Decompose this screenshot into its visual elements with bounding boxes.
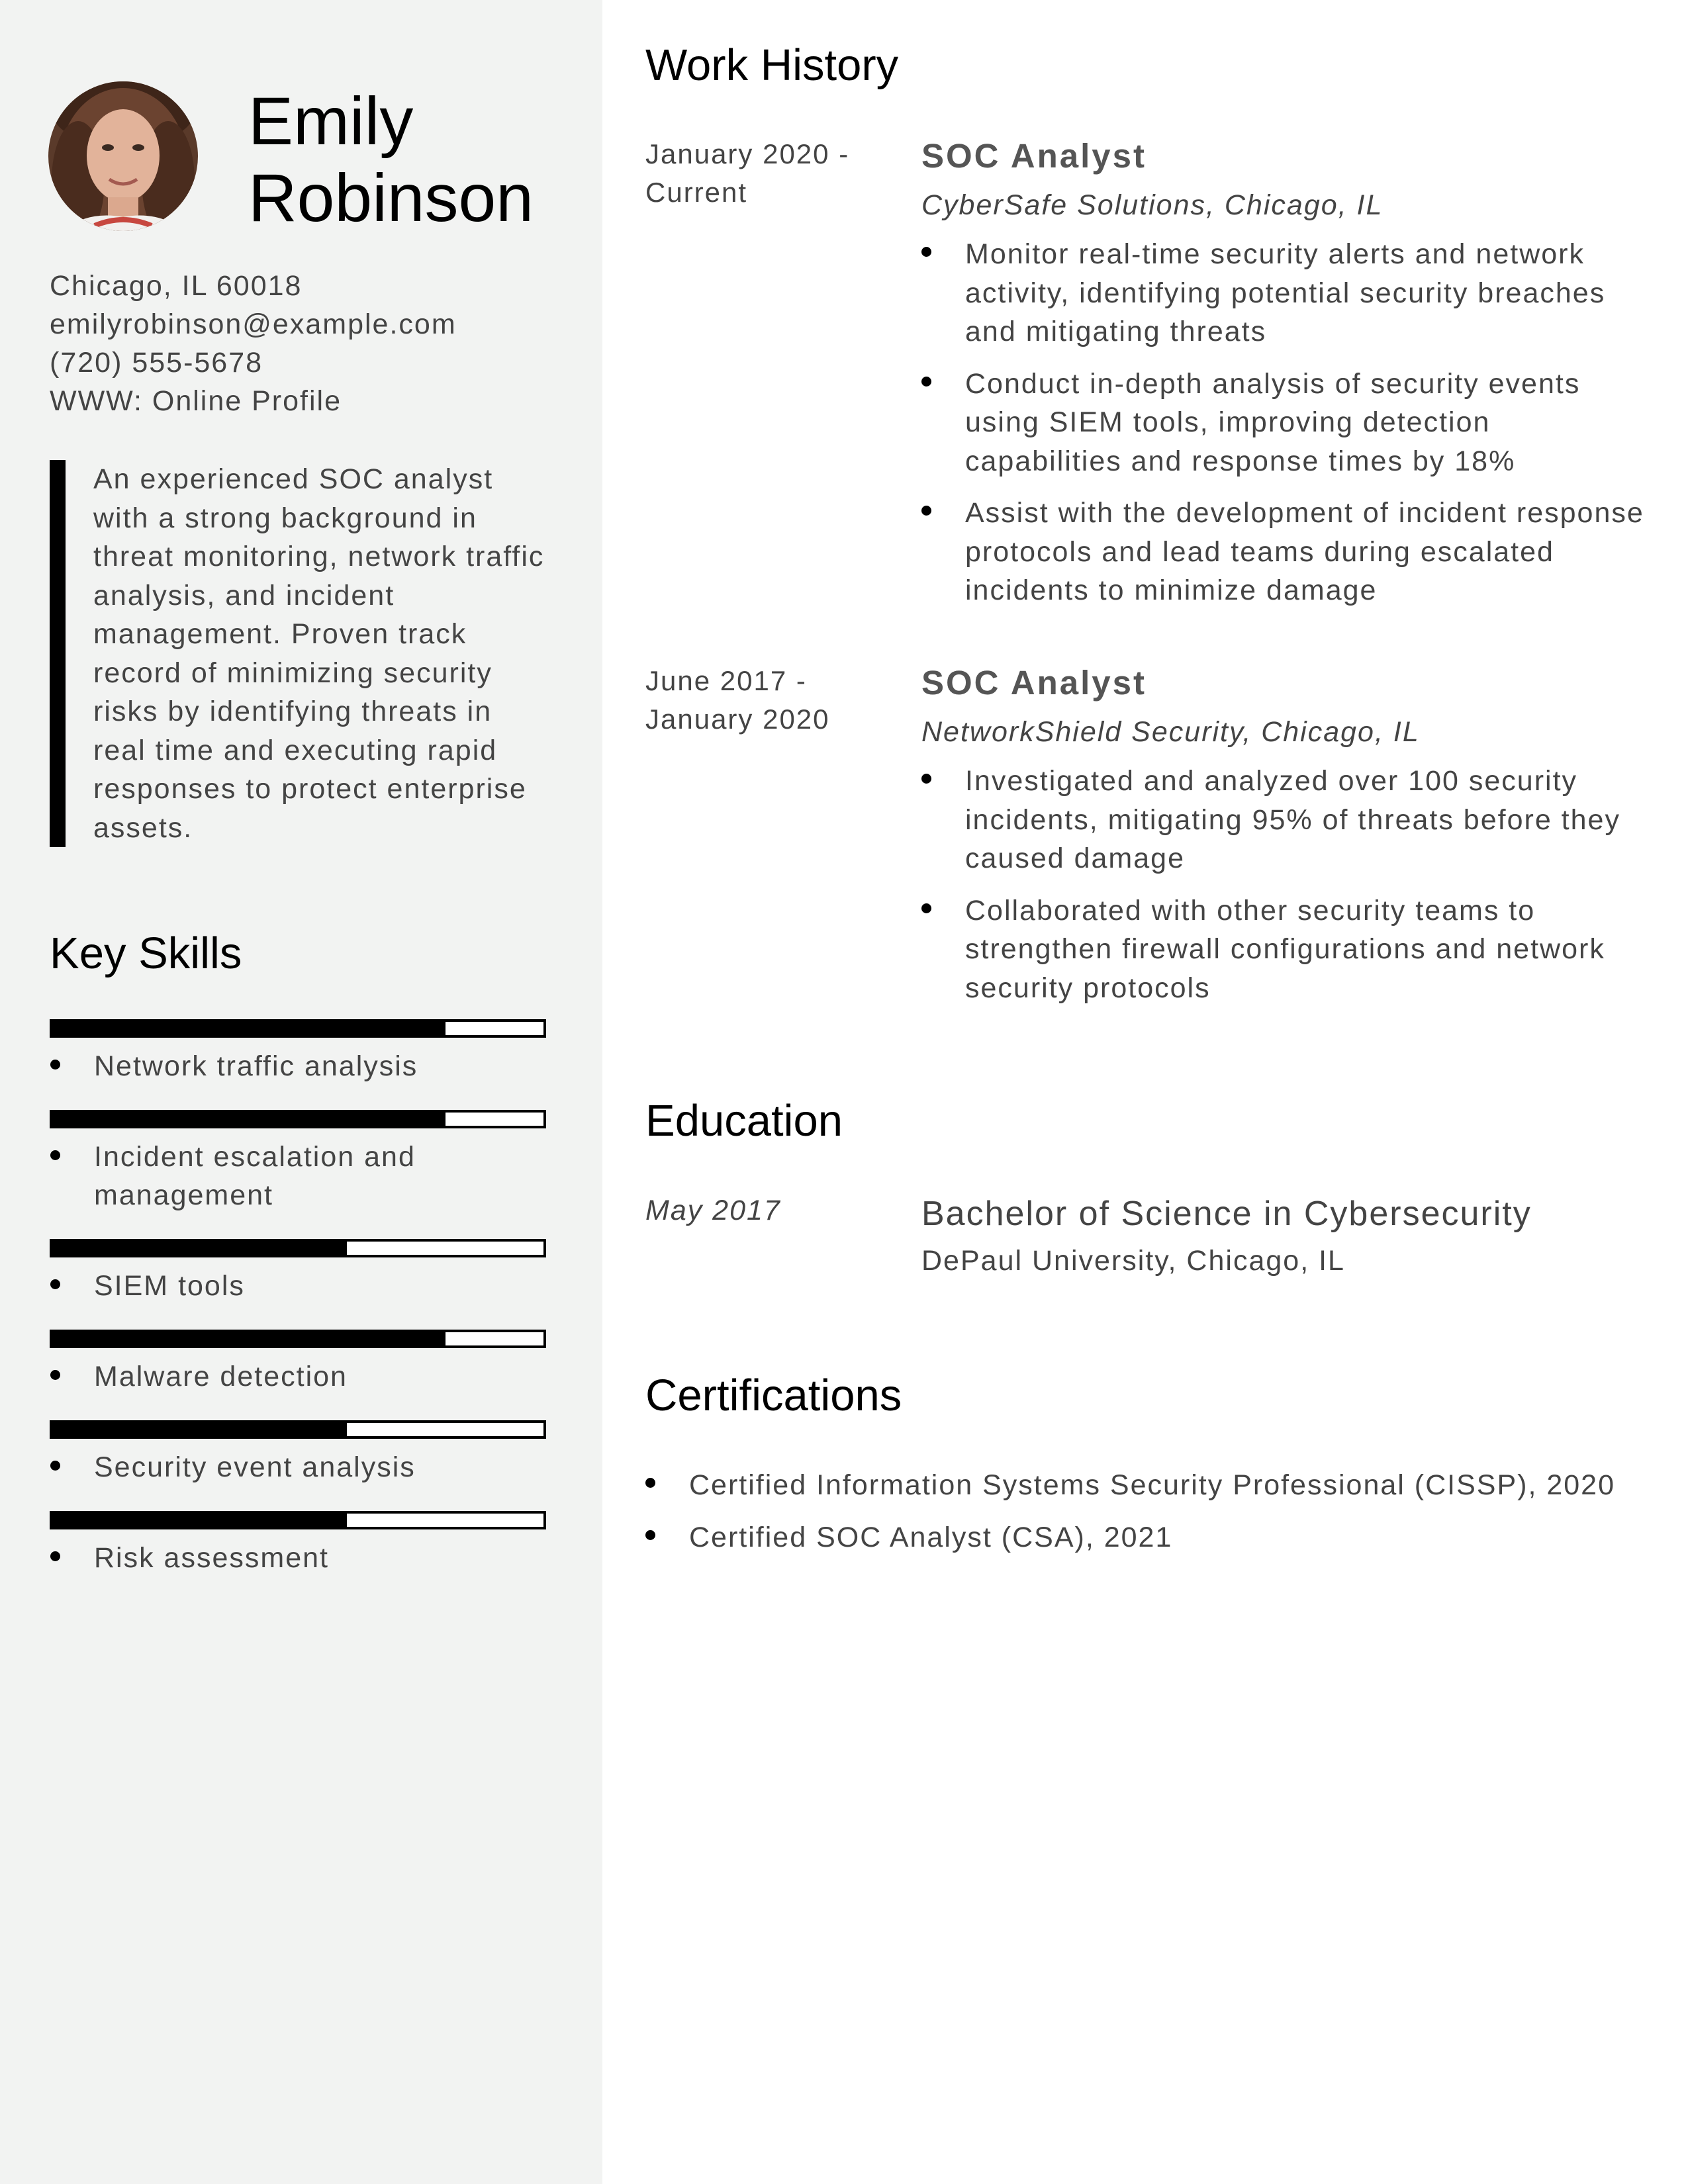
skill-item	[50, 1019, 546, 1110]
skill-level-bar	[50, 1511, 546, 1529]
profile-photo	[48, 81, 198, 231]
skills-heading: Key Skills	[50, 929, 242, 978]
skill-label: Network traffic analysis	[94, 1047, 546, 1085]
skill-level-fill	[52, 1514, 347, 1527]
job-bullets	[921, 235, 1656, 610]
skill-level-bar	[50, 1019, 546, 1038]
skill-level-fill	[52, 1113, 445, 1126]
last-name: Robinson	[248, 160, 534, 236]
skill-level-fill	[52, 1242, 347, 1255]
skill-level-bar	[50, 1330, 546, 1348]
candidate-name	[248, 83, 592, 236]
skill-label: Security event analysis	[94, 1448, 546, 1486]
certification-item: Certified SOC Analyst (CSA), 2021	[645, 1518, 1652, 1557]
work-history-heading: Work History	[645, 40, 899, 90]
skill-label: Malware detection	[94, 1357, 546, 1396]
skill-level-bar	[50, 1239, 546, 1257]
skill-level-fill	[52, 1332, 445, 1345]
skill-item	[50, 1239, 546, 1330]
first-name: Emily	[248, 83, 414, 159]
skill-level-bar	[50, 1110, 546, 1128]
skill-item	[50, 1420, 546, 1511]
job-bullet: Assist with the development of incident response protocols and lead teams during escalated incidents to minimize damage	[921, 494, 1656, 610]
certification-item: Certified Information Systems Security Professional (CISSP), 2020	[645, 1466, 1652, 1505]
education-heading: Education	[645, 1096, 843, 1146]
skill-level-bar	[50, 1420, 546, 1439]
job-details	[921, 662, 1656, 1021]
job-title: SOC Analyst	[921, 137, 1147, 175]
job-bullet: Investigated and analyzed over 100 security incidents, mitigating 95% of threats before they caused damage	[921, 762, 1656, 878]
job-bullets	[921, 762, 1656, 1007]
contact-info	[50, 267, 592, 420]
job-title: SOC Analyst	[921, 664, 1147, 702]
education-school: DePaul University, Chicago, IL	[921, 1245, 1345, 1277]
job-dates: June 2017 - January 2020	[645, 665, 830, 735]
skill-label: Incident escalation and management	[94, 1138, 465, 1214]
education-date: May 2017	[645, 1195, 781, 1226]
job-company: CyberSafe Solutions, Chicago, IL	[921, 189, 1383, 221]
portrait-photo-icon	[48, 81, 198, 231]
skill-label: SIEM tools	[94, 1267, 546, 1305]
skill-level-fill	[52, 1423, 347, 1436]
job-bullet: Conduct in-depth analysis of security events using SIEM tools, improving detection capabilities and response times by 18%	[921, 365, 1656, 481]
skill-item	[50, 1330, 546, 1420]
website-link[interactable]: WWW: Online Profile	[50, 385, 342, 417]
certifications-list	[645, 1466, 1652, 1570]
skills-list	[50, 1019, 546, 1602]
job-company: NetworkShield Security, Chicago, IL	[921, 716, 1420, 748]
skill-item	[50, 1511, 546, 1602]
job-bullet: Monitor real-time security alerts and network activity, identifying potential security breaches and mitigating threats	[921, 235, 1656, 351]
education-degree: Bachelor of Science in Cybersecurity	[921, 1195, 1532, 1233]
skill-item	[50, 1110, 546, 1239]
skill-level-fill	[52, 1022, 445, 1035]
email-link[interactable]: emilyrobinson@example.com	[50, 308, 457, 340]
job-dates: January 2020 - Current	[645, 138, 850, 208]
certifications-heading: Certifications	[645, 1371, 902, 1420]
phone-text: (720) 555-5678	[50, 347, 263, 379]
job-bullet: Collaborated with other security teams to strengthen firewall configurations and network security protocols	[921, 891, 1656, 1008]
sidebar	[0, 0, 602, 2184]
location-text: Chicago, IL 60018	[50, 270, 303, 302]
job-details	[921, 135, 1656, 623]
skill-label: Risk assessment	[94, 1539, 546, 1577]
professional-summary: An experienced SOC analyst with a strong background in threat monitoring, network traffic analysis, and incident management. Proven track record of minimizing security risks by identifying threats in real time and executing rapid responses to protect enterprise assets.	[50, 460, 553, 847]
